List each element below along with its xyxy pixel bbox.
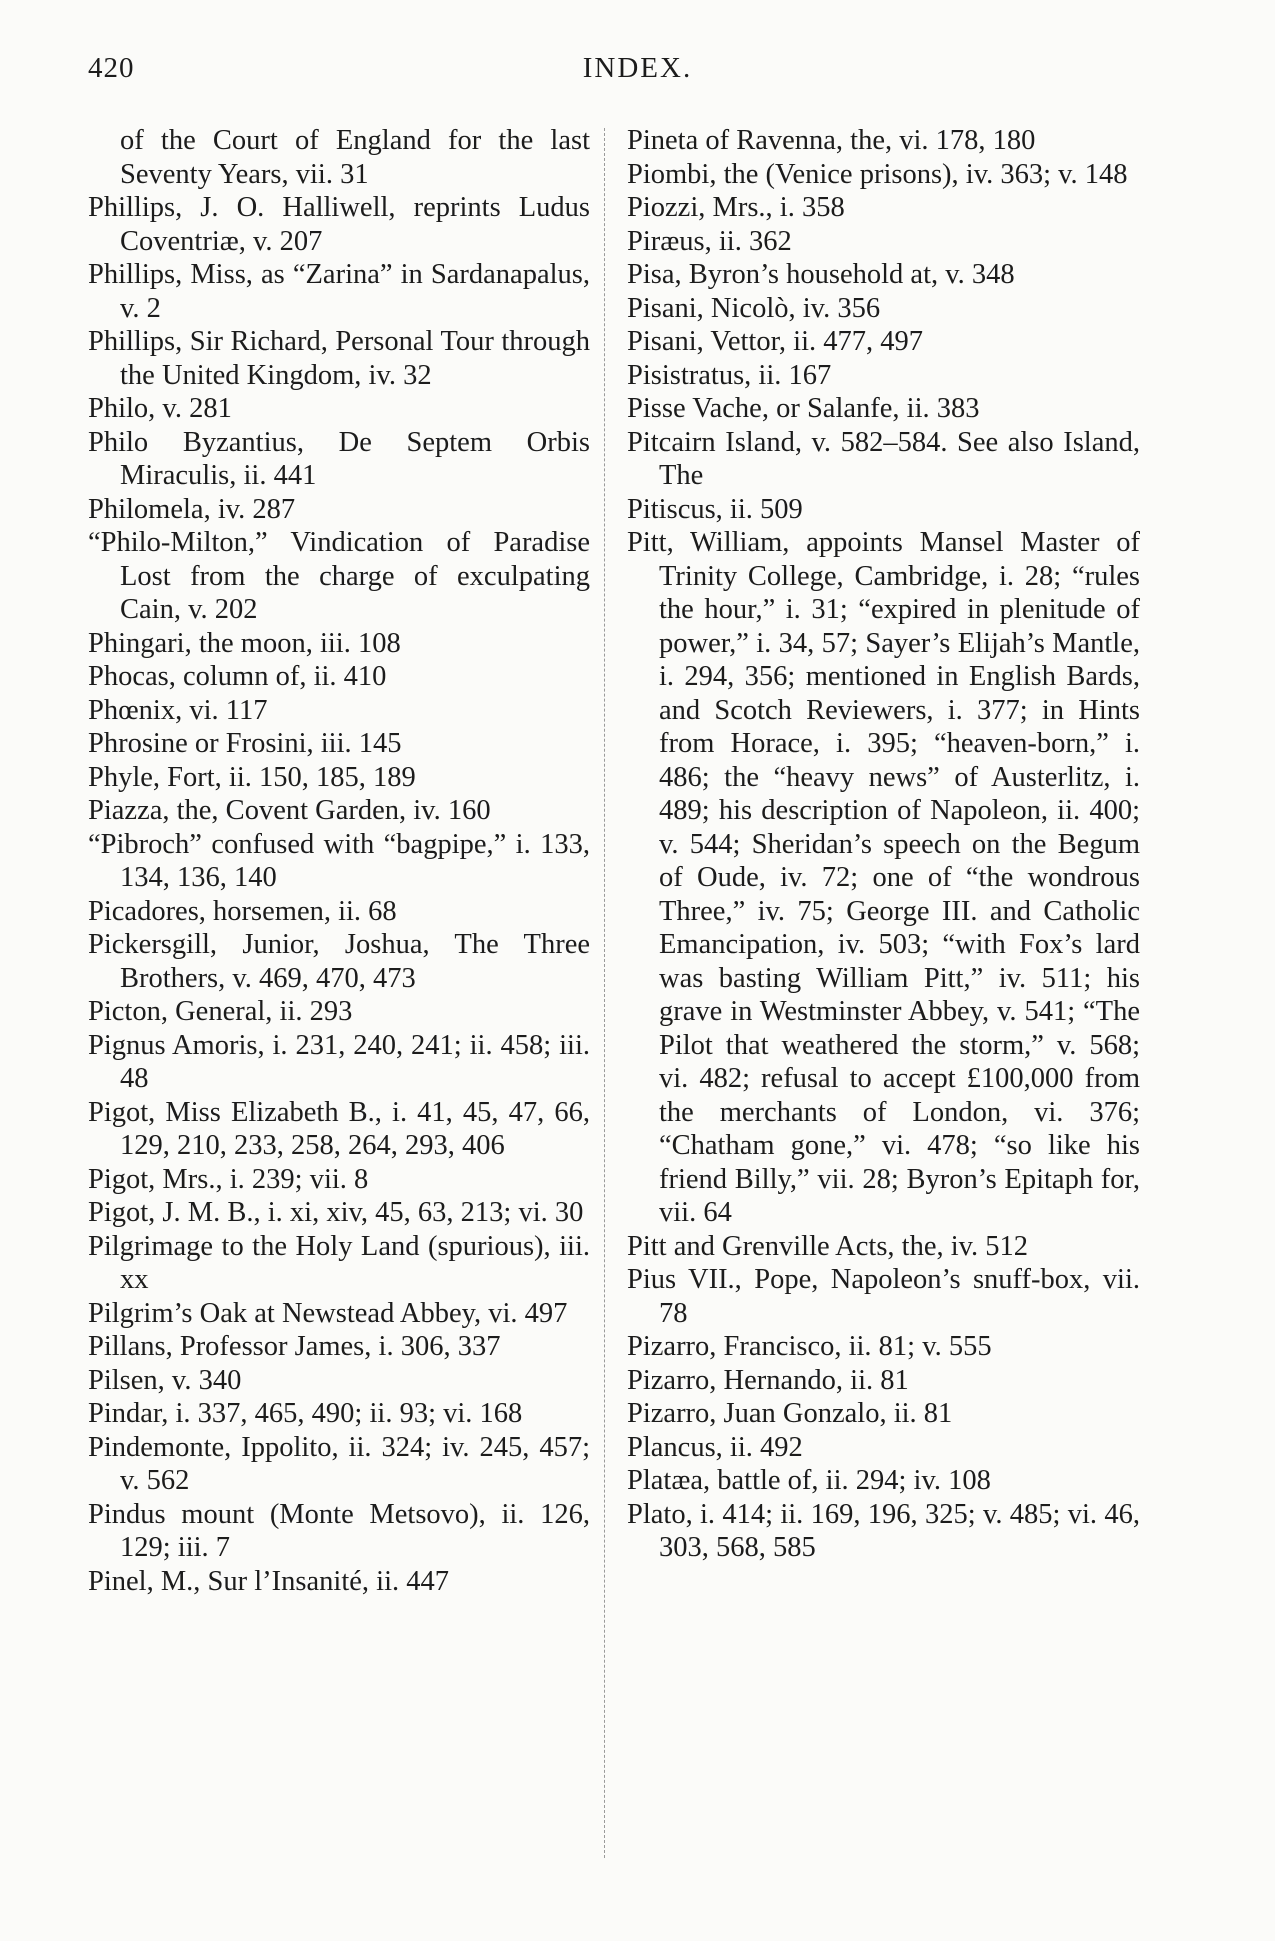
index-entry: Piozzi, Mrs., i. 358: [627, 192, 845, 223]
index-entry: Pigot, Miss Elizabeth B., i. 41, 45, 47, 66, 129, 210, 233, 258, 264, 293, 406: [88, 1096, 590, 1161]
index-entry: Pisani, Nicolò, iv. 356: [627, 292, 881, 324]
index-entry: Pizarro, Juan Gonzalo, ii. 81: [627, 1398, 953, 1429]
index-entry: Plato, i. 414; ii. 169, 196, 325; v. 485; vi. 46, 303, 568, 585: [627, 1498, 1140, 1563]
index-entry: Pisse Vache, or Salanfe, ii. 383: [627, 393, 980, 424]
index-entry: Pineta of Ravenna, the, vi. 178, 180: [627, 125, 1036, 156]
index-entry: “Philo-Milton,” Vindication of Paradise Lost from the charge of exculpating Cain, v. 202: [88, 527, 590, 625]
page-header: [88, 52, 1187, 92]
index-entry: Phœnix, vi. 117: [88, 694, 268, 726]
index-entry: Pizarro, Hernando, ii. 81: [627, 1364, 909, 1396]
column-divider: [604, 128, 605, 1858]
index-entry: Picton, General, ii. 293: [88, 996, 353, 1027]
index-entry: Pickersgill, Junior, Joshua, The Three Brothers, v. 469, 470, 473: [88, 929, 590, 994]
index-entry: Phillips, Miss, as “Zarina” in Sardanapalus, v. 2: [88, 259, 590, 324]
running-title: INDEX.: [582, 52, 693, 84]
index-entry: Phillips, J. O. Halliwell, reprints Ludus Coventriæ, v. 207: [88, 192, 590, 257]
index-entry: Platæa, battle of, ii. 294; iv. 108: [627, 1465, 991, 1496]
index-entry: Piombi, the (Venice prisons), iv. 363; v. 148: [627, 158, 1128, 190]
index-entry: Phingari, the moon, iii. 108: [88, 627, 401, 659]
index-entry: Piazza, the, Covent Garden, iv. 160: [88, 795, 491, 826]
index-entry: Piræus, ii. 362: [627, 225, 792, 257]
index-entry: Pindemonte, Ippolito, ii. 324; iv. 245, 457; v. 562: [88, 1431, 590, 1496]
index-entry: Pillans, Professor James, i. 306, 337: [88, 1331, 501, 1362]
index-entry: Pilgrimage to the Holy Land (spurious), iii. xx: [88, 1230, 590, 1295]
index-entry: Pizarro, Francisco, ii. 81; v. 555: [627, 1331, 992, 1362]
index-entry: Pitcairn Island, v. 582–584. See also Island, The: [627, 426, 1140, 491]
index-entry: Pilgrim’s Oak at Newstead Abbey, vi. 497: [88, 1297, 568, 1329]
index-entry: Pius VII., Pope, Napoleon’s snuff-box, vii. 78: [627, 1264, 1140, 1329]
index-entry: Plancus, ii. 492: [627, 1431, 803, 1463]
index-entry: Phyle, Fort, ii. 150, 185, 189: [88, 761, 416, 793]
index-entry: of the Court of England for the last Seventy Years, vii. 31: [120, 125, 590, 190]
index-entry: Picadores, horsemen, ii. 68: [88, 895, 397, 927]
index-entry: Phocas, column of, ii. 410: [88, 661, 387, 692]
index-entry: Pitiscus, ii. 509: [627, 493, 803, 525]
index-entry: Pignus Amoris, i. 231, 240, 241; ii. 458; iii. 48: [88, 1029, 590, 1094]
index-column-right: [627, 124, 1140, 1565]
index-entry: Pigot, Mrs., i. 239; vii. 8: [88, 1163, 369, 1195]
index-entry: Pisa, Byron’s household at, v. 348: [627, 259, 1015, 290]
index-entry: Pindus mount (Monte Metsovo), ii. 126, 129; iii. 7: [88, 1498, 590, 1563]
index-entry: Pitt and Grenville Acts, the, iv. 512: [627, 1230, 1029, 1262]
index-entry: Pindar, i. 337, 465, 490; ii. 93; vi. 168: [88, 1398, 523, 1429]
index-column-left: [88, 124, 590, 1598]
index-entry: Pilsen, v. 340: [88, 1364, 242, 1396]
index-entry: Philo Byzantius, De Septem Orbis Miraculis, ii. 441: [88, 426, 590, 491]
index-entry: Phrosine or Frosini, iii. 145: [88, 728, 402, 759]
index-entry: Pisistratus, ii. 167: [627, 359, 832, 391]
page-number: 420: [88, 52, 135, 84]
index-entry: Philomela, iv. 287: [88, 493, 296, 525]
index-entry: Pisani, Vettor, ii. 477, 497: [627, 326, 924, 357]
index-entry: Phillips, Sir Richard, Personal Tour through the United Kingdom, iv. 32: [88, 326, 590, 391]
index-entry: Philo, v. 281: [88, 393, 232, 424]
index-entry: Pinel, M., Sur l’Insanité, ii. 447: [88, 1565, 449, 1597]
index-entry: Pigot, J. M. B., i. xi, xiv, 45, 63, 213; vi. 30: [88, 1197, 584, 1228]
index-entry: “Pibroch” confused with “bagpipe,” i. 133, 134, 136, 140: [88, 828, 590, 893]
index-entry: Pitt, William, appoints Mansel Master of Trinity College, Cambridge, i. 28; “rules the hour,” i. 31; “expired in plenitude of power,” i. 34, 57; Sayer’s Elijah’s Mantle, i. 294, 356; mentioned in English Bards, and Scotch Reviewers, i. 377; in Hints from Horace, i. 395; “heaven-born,” i. 486; the “heavy news” of Austerlitz, i. 489; his description of Napoleon, ii. 400; v. 544; Sheridan’s speech on the Begum of Oude, iv. 72; one of “the wondrous Three,” iv. 75; George III. and Catholic Emancipation, iv. 503; “with Fox’s lard was basting William Pitt,” iv. 511; his grave in Westminster Abbey, v. 541; “The Pilot that weathered the storm,” v. 568; vi. 482; refusal to accept £100,000 from the merchants of London, vi. 376; “Chatham gone,” vi. 478; “so like his friend Billy,” vii. 28; Byron’s Epitaph for, vii. 64: [627, 527, 1140, 1228]
